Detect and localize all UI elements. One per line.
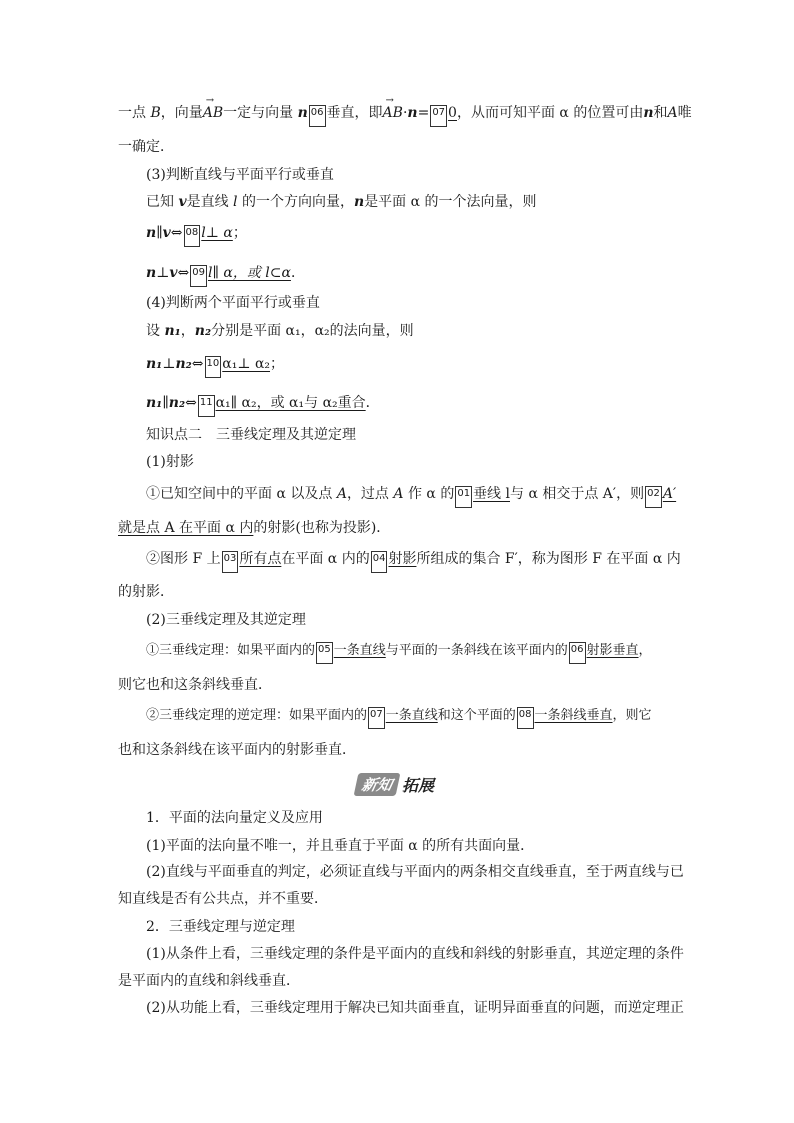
text: 和 <box>653 105 668 121</box>
paragraph-line <box>146 484 680 508</box>
text: ⇔ <box>177 265 190 281</box>
text: ∥ <box>156 225 163 241</box>
paragraph-line: 则它也和这条斜线垂直． <box>118 677 272 693</box>
text: ，过点 <box>346 486 394 502</box>
vector-v: v <box>178 194 187 210</box>
text: ． <box>290 265 305 281</box>
text: 一定与向量 <box>223 105 298 121</box>
formula-line <box>146 263 680 287</box>
section-heading: 知识点二 三垂线定理及其逆定理 <box>146 427 356 443</box>
answer: 射影 <box>388 551 417 567</box>
answer: α₁⊥ α₂ <box>222 356 271 372</box>
blank-number-box: 02 <box>645 486 662 508</box>
point-b: B <box>150 105 161 121</box>
blank-number-box: 11 <box>198 395 215 417</box>
text: ⇔ <box>185 395 197 411</box>
section-banner <box>356 773 434 795</box>
text: 与 α 相交于点 A′，则 <box>510 486 645 502</box>
paragraph-line <box>146 321 680 341</box>
blank-number-box: 10 <box>205 356 222 378</box>
paragraph-line <box>146 706 680 729</box>
blank-number-box: 08 <box>517 707 534 729</box>
vector-v: v <box>162 225 171 241</box>
vector-n: n <box>297 105 308 121</box>
blank-number-box: 06 <box>569 642 586 664</box>
vector-n: n <box>643 105 654 121</box>
blank-number-box: 01 <box>455 486 472 508</box>
point-a: A <box>393 486 404 502</box>
text: 和这个平面的 <box>437 708 516 723</box>
text: 垂直，即 <box>326 105 383 121</box>
paragraph-line: 也和这条斜线在该平面内的射影垂直． <box>118 742 356 758</box>
text: ②图形 F 上 <box>146 551 221 567</box>
formula-line <box>146 393 680 417</box>
text: ⊥ <box>162 356 176 372</box>
answer: 就是点 A 在平面 α 内 <box>118 520 254 536</box>
text: · <box>402 105 408 121</box>
paragraph-normal-vector-line1 <box>118 103 692 127</box>
paragraph-line: (2)直线与平面垂直的判定，必须证直线与平面内的两条相交直线垂直，至于两直线与已 <box>146 864 684 880</box>
text: = <box>417 105 430 121</box>
answer: l∥ α，或 l⊂α <box>207 265 291 281</box>
answer-zero: 0 <box>448 105 457 121</box>
vector-ab: → AB <box>203 103 223 123</box>
text: ①三垂线定理：如果平面内的 <box>146 643 316 658</box>
text: ∥ <box>162 395 169 411</box>
subheading-3: (3)判断直线与平面平行或垂直 <box>146 167 334 183</box>
paragraph-line <box>146 641 680 664</box>
formula-line <box>146 223 680 247</box>
text: 是平面 α 的一个法向量，则 <box>364 194 537 210</box>
item-heading-1: 1．平面的法向量定义及应用 <box>146 810 323 826</box>
text: 一点 <box>118 105 151 121</box>
text: ，从而可知平面 α 的位置可由 <box>456 105 644 121</box>
paragraph-line: 是平面内的直线和斜线垂直． <box>118 973 300 989</box>
line-l: l <box>233 194 238 210</box>
text: 作 α 的 <box>403 486 455 502</box>
text: 在平面 α 内的 <box>281 551 370 567</box>
subheading-2: (2)三垂线定理及其逆定理 <box>146 612 306 628</box>
vector-n: n <box>146 225 157 241</box>
paragraph-line <box>146 192 680 212</box>
text: 是直线 <box>186 194 234 210</box>
answer: A′ <box>662 486 677 502</box>
blank-number-box: 05 <box>316 642 333 664</box>
answer: 射影垂直 <box>586 643 639 658</box>
blank-number-box: 04 <box>371 551 388 573</box>
vector-n2: n₂ <box>175 356 192 372</box>
text: 的射影(也称为投影)． <box>253 520 391 536</box>
answer: 一条直线 <box>333 643 386 658</box>
text: 唯 <box>677 105 692 121</box>
answer: l⊥ α <box>201 225 233 241</box>
blank-number-box: 07 <box>430 105 447 127</box>
item-heading-2: 2．三垂线定理与逆定理 <box>146 919 295 935</box>
paragraph-line: 一确定． <box>118 139 174 155</box>
answer: 一条斜线垂直 <box>534 708 613 723</box>
subheading-1: (1)射影 <box>146 454 194 470</box>
text: 已知 <box>146 194 179 210</box>
text: 的一个方向向量， <box>237 194 354 210</box>
subheading-4: (4)判断两个平面平行或垂直 <box>146 295 320 311</box>
paragraph-line: 的射影． <box>118 584 174 600</box>
text: ②三垂线定理的逆定理：如果平面内的 <box>146 708 368 723</box>
point-a: A <box>336 486 347 502</box>
text: ⇔ <box>191 356 204 372</box>
text: 设 <box>146 323 165 339</box>
text: ， <box>638 643 652 658</box>
blank-number-box: 08 <box>184 225 201 247</box>
answer: 一条直线 <box>385 708 438 723</box>
text: ， <box>180 323 195 339</box>
vector-n1: n₁ <box>146 356 163 372</box>
text: 分别是平面 α₁，α₂的法向量，则 <box>211 323 414 339</box>
blank-number-box: 07 <box>368 707 385 729</box>
paragraph-line <box>146 549 680 573</box>
text: ⇔ <box>170 225 183 241</box>
text: ． <box>365 395 380 411</box>
paragraph-line: (2)从功能上看，三垂线定理用于解决已知共面垂直，证明异面垂直的问题，而逆定理正 <box>146 1000 684 1016</box>
vector-ab: → AB <box>383 103 403 123</box>
blank-number-box: 06 <box>309 105 326 127</box>
answer: α₁∥ α₂，或 α₁与 α₂重合 <box>215 395 366 411</box>
vector-n1: n₁ <box>146 395 163 411</box>
banner-label-right: 拓展 <box>402 775 435 795</box>
text: 与平面的一条斜线在该平面内的 <box>385 643 568 658</box>
vector-n: n <box>146 265 157 281</box>
vector-n1: n₁ <box>164 323 181 339</box>
vector-n2: n₂ <box>194 323 212 339</box>
answer: 垂线 l <box>473 486 510 502</box>
vector-n: n <box>353 194 365 210</box>
text: ； <box>270 356 285 372</box>
text: ①已知空间中的平面 α 以及点 <box>146 486 337 502</box>
blank-number-box: 03 <box>222 551 239 573</box>
paragraph-line: (1)从条件上看，三垂线定理的条件是平面内的直线和斜线的射影垂直，其逆定理的条件 <box>146 946 684 962</box>
paragraph-line: 知直线是否有公共点，并不重要． <box>118 891 328 907</box>
vector-v: v <box>169 265 178 281</box>
vector-n: n <box>407 105 418 121</box>
blank-number-box: 09 <box>190 265 207 287</box>
text: 所组成的集合 F′，称为图形 F 在平面 α 内 <box>416 551 681 567</box>
answer: 所有点 <box>239 551 282 567</box>
text: ⊥ <box>156 265 170 281</box>
vector-n2: n₂ <box>168 395 186 411</box>
text: ，向量 <box>160 105 203 121</box>
point-a: A <box>667 105 678 121</box>
text: ，则它 <box>612 708 652 723</box>
paragraph-line <box>118 518 680 538</box>
text: ； <box>232 225 247 241</box>
paragraph-line: (1)平面的法向量不唯一，并且垂直于平面 α 的所有共面向量． <box>146 838 535 854</box>
banner-label-left: 新知 <box>354 773 401 796</box>
formula-line <box>146 354 680 378</box>
